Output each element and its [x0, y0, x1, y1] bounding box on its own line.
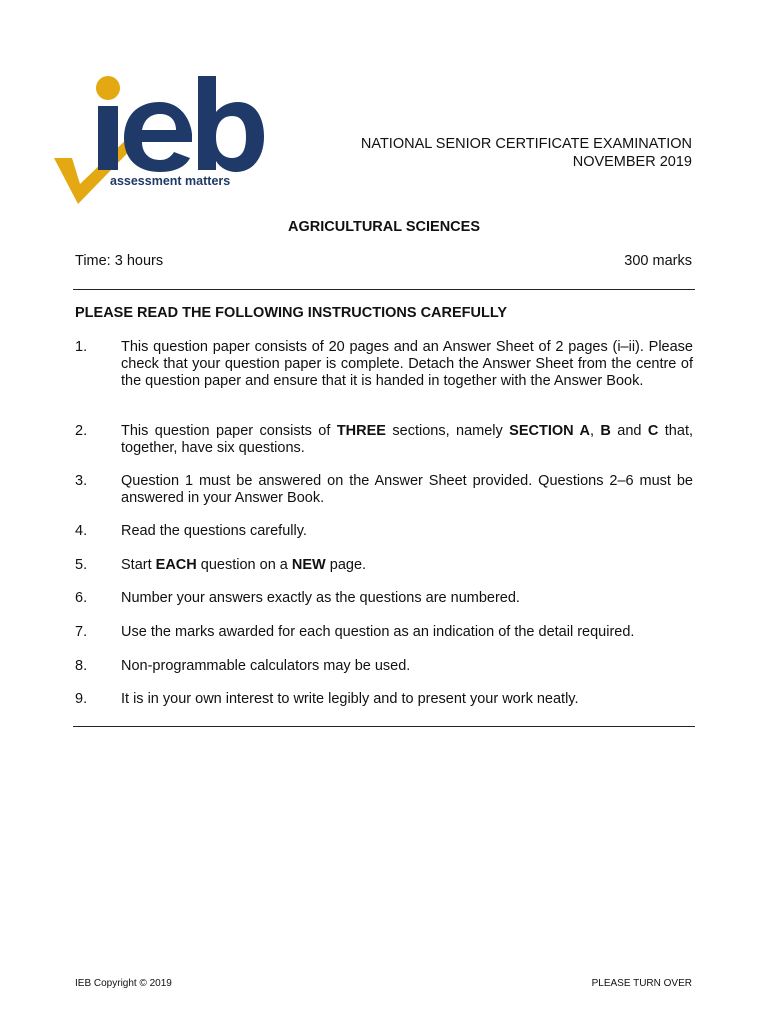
instruction-text: Start EACH question on a NEW page. [121, 557, 367, 573]
instruction-text: This question paper consists of 20 pages and an Answer Sheet of 2 pages (i–ii). Please check that your question paper is complete. Detach the Answer Sheet from the centre of the question paper and ensure that it is handed in together with the Answer Book. [121, 339, 693, 389]
subject-title: AGRICULTURAL SCIENCES [288, 219, 480, 235]
ieb-logo [50, 72, 270, 208]
instruction-item [75, 624, 693, 641]
instruction-text: Use the marks awarded for each question as an indication of the detail required. [121, 624, 635, 640]
instruction-text: Number your answers exactly as the questions are numbered. [121, 590, 520, 606]
instruction-text: Question 1 must be answered on the Answer Sheet provided. Questions 2–6 must be answered in your Answer Book. [121, 473, 693, 506]
instruction-number: 9. [75, 691, 88, 707]
footer-turn-over: PLEASE TURN OVER [591, 978, 692, 989]
instruction-number: 8. [75, 658, 88, 674]
instruction-item [75, 590, 693, 607]
exam-title: NATIONAL SENIOR CERTIFICATE EXAMINATION [360, 136, 692, 152]
instruction-text: It is in your own interest to write legibly and to present your work neatly. [121, 691, 579, 707]
instruction-text: Read the questions carefully. [121, 523, 307, 539]
instruction-number: 4. [75, 523, 88, 539]
instructions-heading: PLEASE READ THE FOLLOWING INSTRUCTIONS CAREFULLY [75, 305, 508, 321]
instruction-number: 5. [75, 557, 88, 573]
exam-time: Time: 3 hours [75, 253, 164, 269]
instruction-item [75, 339, 693, 390]
instruction-text: This question paper consists of THREE sections, namely SECTION A, B and C that, together, have six questions. [121, 423, 693, 456]
instruction-item [75, 658, 693, 675]
exam-date: NOVEMBER 2019 [572, 154, 692, 170]
instruction-number: 3. [75, 473, 88, 489]
bottom-divider [73, 726, 695, 727]
instruction-text: Non-programmable calculators may be used. [121, 658, 411, 674]
exam-marks: 300 marks [624, 253, 692, 269]
instruction-number: 1. [75, 339, 88, 355]
instruction-number: 7. [75, 624, 88, 640]
instruction-item [75, 523, 693, 540]
instruction-number: 2. [75, 423, 88, 439]
instruction-item [75, 473, 693, 507]
top-divider [73, 289, 695, 290]
footer-copyright: IEB Copyright © 2019 [75, 978, 172, 989]
instruction-number: 6. [75, 590, 88, 606]
instruction-item [75, 557, 693, 574]
logo-tagline: assessment matters [110, 174, 231, 188]
instruction-item [75, 423, 693, 457]
instruction-item [75, 691, 693, 708]
